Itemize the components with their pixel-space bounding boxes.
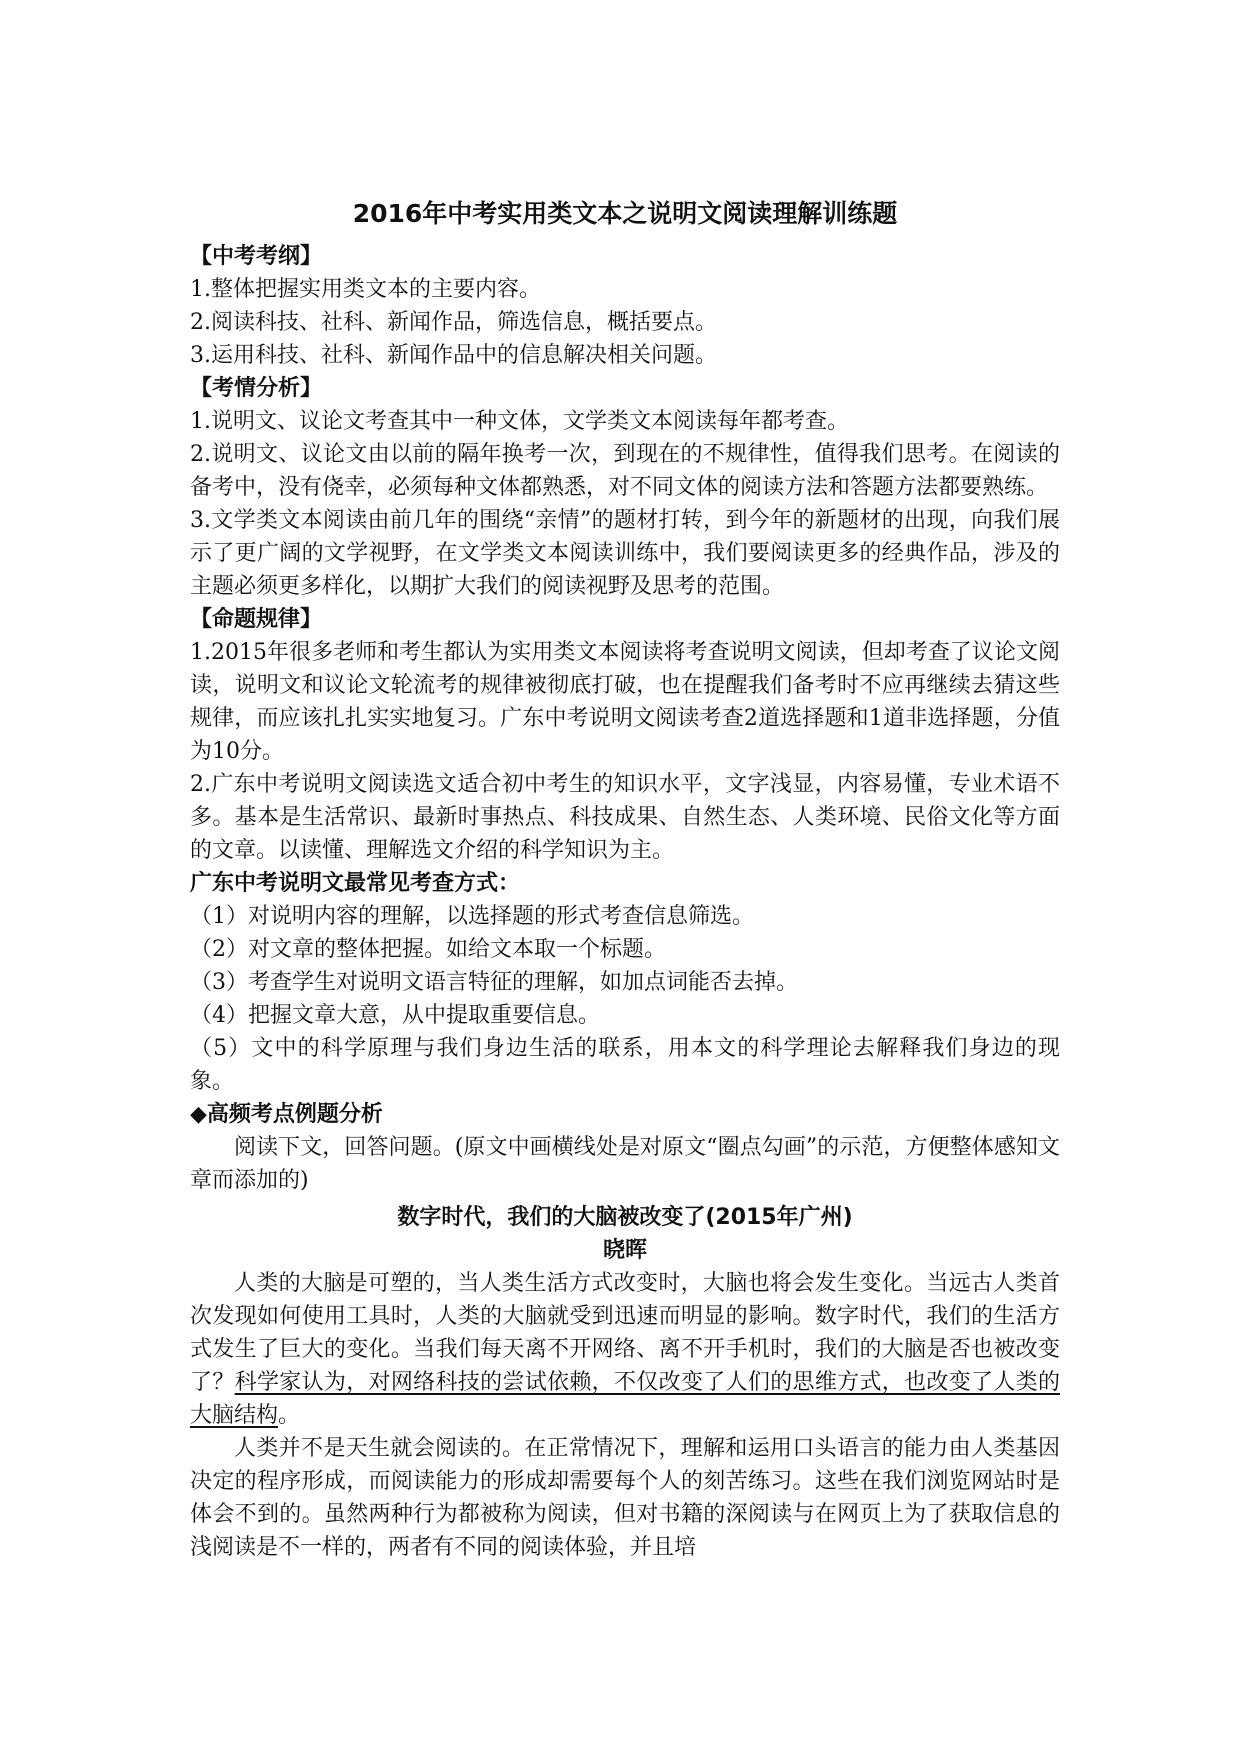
rules-heading: 【命题规律】 <box>190 607 323 632</box>
method-item: （2）对文章的整体把握。如给文本取一个标题。 <box>190 937 666 962</box>
article-underlined-sentence: 科学家认为，对网络科技的尝试依赖，不仅改变了人们的思维方式，也改变了人类的大脑结构 <box>190 1370 1060 1428</box>
article-paragraph-1-text: 人类的大脑是可塑的，当人类生活方式改变时，大脑也将会发生变化。当远古人类首次发现如何使用工具时，人类的大脑就受到迅速而明显的影响。数字时代，我们的生活方式发生了巨大的变化。当我们每天离不开网络、离不开手机时，我们的大脑是否也被改变了？ <box>190 1271 1060 1395</box>
article-paragraph-1 <box>190 1267 1060 1432</box>
syllabus-heading: 【中考考纲】 <box>190 244 323 269</box>
method-item: （1）对说明内容的理解，以选择题的形式考查信息筛选。 <box>190 904 754 929</box>
document-content <box>190 196 1060 1564</box>
syllabus-item: 2.阅读科技、社科、新闻作品，筛选信息，概括要点。 <box>190 310 717 335</box>
document-title: 2016年中考实用类文本之说明文阅读理解训练题 <box>352 199 898 228</box>
article-author: 晓晖 <box>602 1238 647 1263</box>
method-item: （3）考查学生对说明文语言特征的理解，如加点词能否去掉。 <box>190 970 798 995</box>
rules-item: 1.2015年很多老师和考生都认为实用类文本阅读将考查说明文阅读，但却考查了议论文阅读，说明文和议论文轮流考的规律被彻底打破，也在提醒我们备考时不应再继续去猜这些规律，而应该扎扎实实地复习。广东中考说明文阅读考查2道选择题和1道非选择题，分值为10分。 <box>190 640 1060 764</box>
rules-item: 2.广东中考说明文阅读选文适合初中考生的知识水平，文字浅显，内容易懂，专业术语不多。基本是生活常识、最新时事热点、科技成果、自然生态、人类环境、民俗文化等方面的文章。以读懂、理解选文介绍的科学知识为主。 <box>190 772 1060 863</box>
method-item: （5）文中的科学原理与我们身边生活的联系，用本文的科学理论去解释我们身边的现象。 <box>190 1036 1060 1094</box>
article-paragraph-1-end: 。 <box>278 1403 301 1428</box>
analysis-heading: 【考情分析】 <box>190 376 323 401</box>
article-paragraph-2: 人类并不是天生就会阅读的。在正常情况下，理解和运用口头语言的能力由人类基因决定的程序形成，而阅读能力的形成却需要每个人的刻苦练习。这些在我们浏览网站时是体会不到的。虽然两种行为都被称为阅读，但对书籍的深阅读与在网页上为了获取信息的浅阅读是不一样的，两者有不同的阅读体验，并且培 <box>190 1436 1060 1560</box>
analysis-item: 1.说明文、议论文考查其中一种文体，文学类文本阅读每年都考查。 <box>190 409 849 434</box>
examples-heading: ◆高频考点例题分析 <box>190 1102 383 1127</box>
methods-heading: 广东中考说明文最常见考查方式： <box>190 871 521 896</box>
article-title: 数字时代，我们的大脑被改变了(2015年广州) <box>397 1205 853 1230</box>
syllabus-item: 3.运用科技、社科、新闻作品中的信息解决相关问题。 <box>190 343 717 368</box>
analysis-item: 2.说明文、议论文由以前的隔年换考一次，到现在的不规律性，值得我们思考。在阅读的备考中，没有侥幸，必须每种文体都熟悉，对不同文体的阅读方法和答题方法都要熟练。 <box>190 442 1060 500</box>
examples-intro: 阅读下文，回答问题。(原文中画横线处是对原文“圈点勾画”的示范，方便整体感知文章而添加的) <box>190 1135 1060 1193</box>
syllabus-item: 1.整体把握实用类文本的主要内容。 <box>190 277 541 302</box>
method-item: （4）把握文章大意，从中提取重要信息。 <box>190 1003 600 1028</box>
analysis-item: 3.文学类文本阅读由前几年的围绕“亲情”的题材打转，到今年的新题材的出现，向我们展示了更广阔的文学视野，在文学类文本阅读训练中，我们要阅读更多的经典作品，涉及的主题必须更多样化，以期扩大我们的阅读视野及思考的范围。 <box>190 508 1060 599</box>
